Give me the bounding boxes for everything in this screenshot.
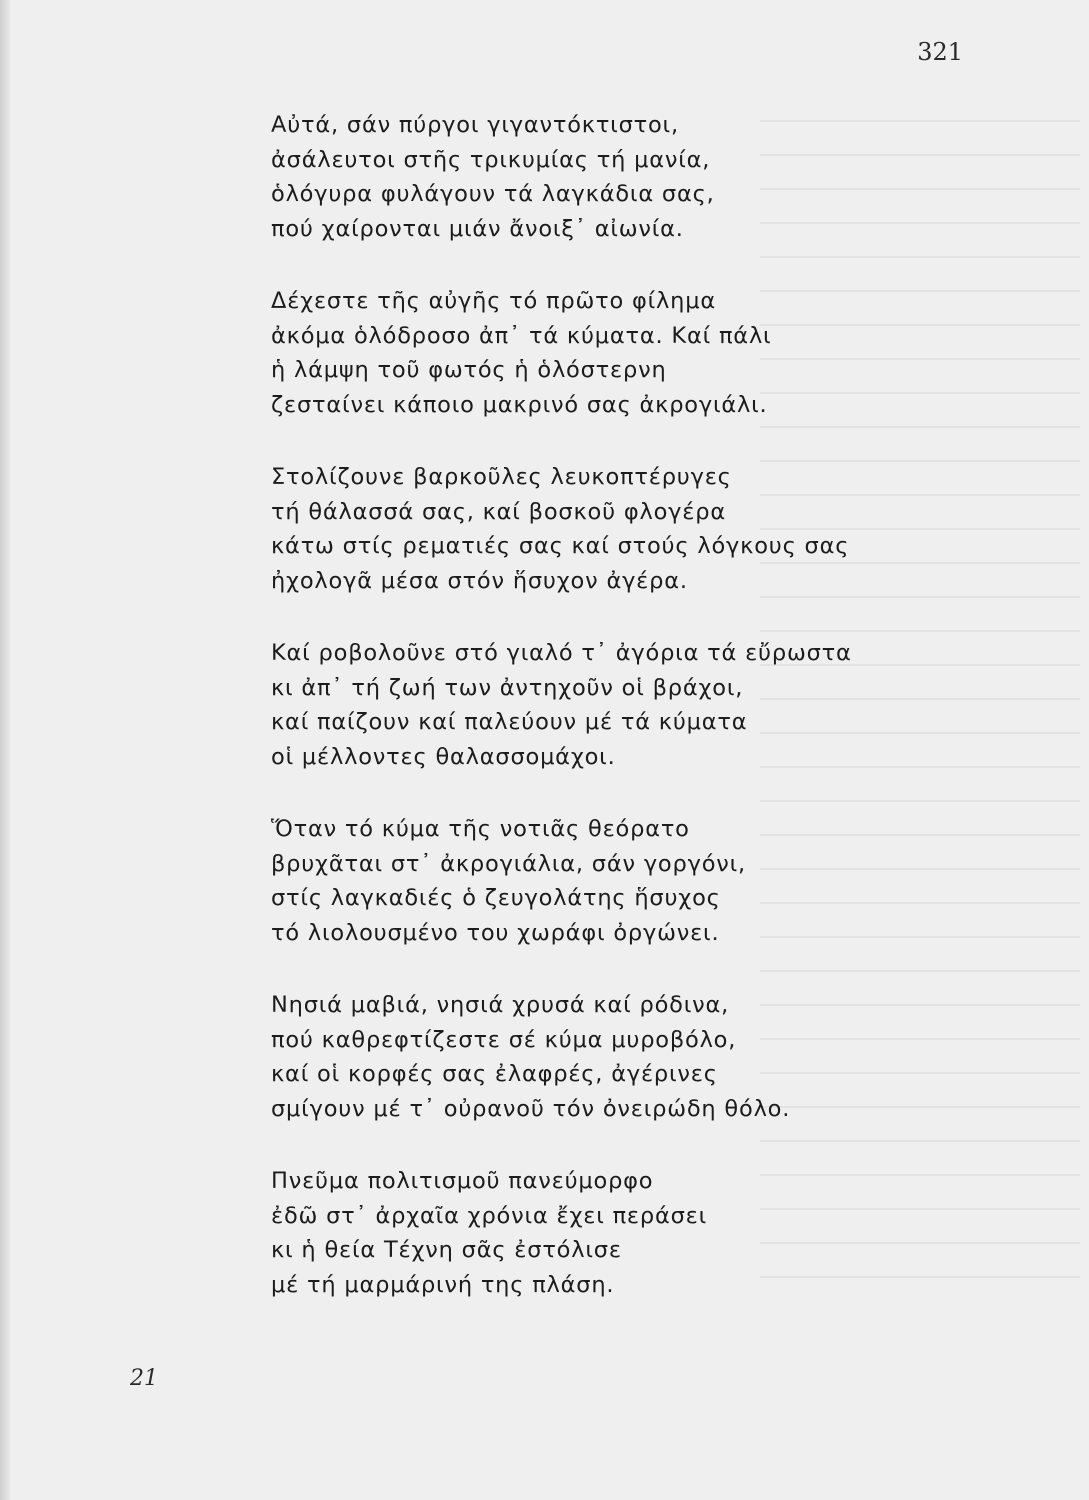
poem-line: ἠχολογᾶ μέσα στόν ἥσυχον ἀγέρα. [271,567,688,594]
poem-line: στίς λαγκαδιές ὁ ζευγολάτης ἥσυχος [271,885,721,911]
poem-line: Καί ροβολοῦνε στό γιαλό τ᾽ ἀγόρια τά εὔρωστα [271,640,852,666]
poem-line: ὁλόγυρα φυλάγουν τά λαγκάδια σας, [271,181,715,207]
poem-line: Δέχεστε τῆς αὐγῆς τό πρῶτο φίλημα [271,288,716,314]
poem-line: Ὅταν τό κύμα τῆς νοτιᾶς θεόρατο [271,816,690,842]
poem-line: Νησιά μαβιά, νησιά χρυσά καί ρόδινα, [271,992,730,1018]
printer-signature-mark: 21 [130,1366,158,1391]
poem-line: οἱ μέλλοντες θαλασσομάχοι. [271,743,616,770]
poem-line: καί παίζουν καί παλεύουν μέ τά κύματα [271,709,748,735]
stanza [271,636,911,774]
stanza [271,284,911,422]
poem-line: ἡ λάμψη τοῦ φωτός ἡ ὁλόστερνη [271,357,667,383]
poem-line: Αὐτά, σάν πύργοι γιγαντόκτιστοι, [271,112,679,138]
poem-line: κι ἡ θεία Τέχνη σᾶς ἐστόλισε [271,1237,622,1263]
poem-line: πού καθρεφτίζεστε σέ κύμα μυροβόλο, [271,1026,737,1053]
poem-line: Στολίζουνε βαρκοῦλες λευκοπτέρυγες [271,464,732,490]
poem [271,108,911,1302]
page-gutter-shadow [0,0,10,1500]
poem-line: σμίγουν μέ τ᾽ οὐρανοῦ τόν ὀνειρώδη θόλο. [271,1095,791,1122]
poem-line: μέ τή μαρμάρινή της πλάση. [271,1271,615,1298]
stanza [271,1164,911,1302]
stanza [271,812,911,950]
poem-line: ἀκόμα ὁλόδροσο ἀπ᾽ τά κύματα. Καί πάλι [271,322,772,349]
poem-line: κάτω στίς ρεματιές σας καί στούς λόγκους σας [271,533,850,559]
poem-line: ἀσάλευτοι στῆς τρικυμίας τή μανία, [271,146,711,173]
page-number: 321 [917,38,963,66]
poem-line: βρυχᾶται στ᾽ ἀκρογιάλια, σάν γοργόνι, [271,850,746,877]
stanza [271,988,911,1126]
poem-line: πού χαίρονται μιάν ἄνοιξ᾽ αἰωνία. [271,215,684,242]
poem-line: ζεσταίνει κάποιο μακρινό σας ἀκρογιάλι. [271,391,768,418]
poem-line: κι ἀπ᾽ τή ζωή των ἀντηχοῦν οἱ βράχοι, [271,674,744,701]
stanza [271,460,911,598]
poem-line: Πνεῦμα πολιτισμοῦ πανεύμορφο [271,1168,654,1194]
poem-line: τό λιολουσμένο του χωράφι ὀργώνει. [271,919,720,946]
poem-line: τή θάλασσά σας, καί βοσκοῦ φλογέρα [271,498,726,525]
poem-line: καί οἱ κορφές σας ἐλαφρές, ἀγέρινες [271,1061,718,1087]
poem-line: ἐδῶ στ᾽ ἀρχαῖα χρόνια ἔχει περάσει [271,1202,708,1229]
stanza [271,108,911,246]
